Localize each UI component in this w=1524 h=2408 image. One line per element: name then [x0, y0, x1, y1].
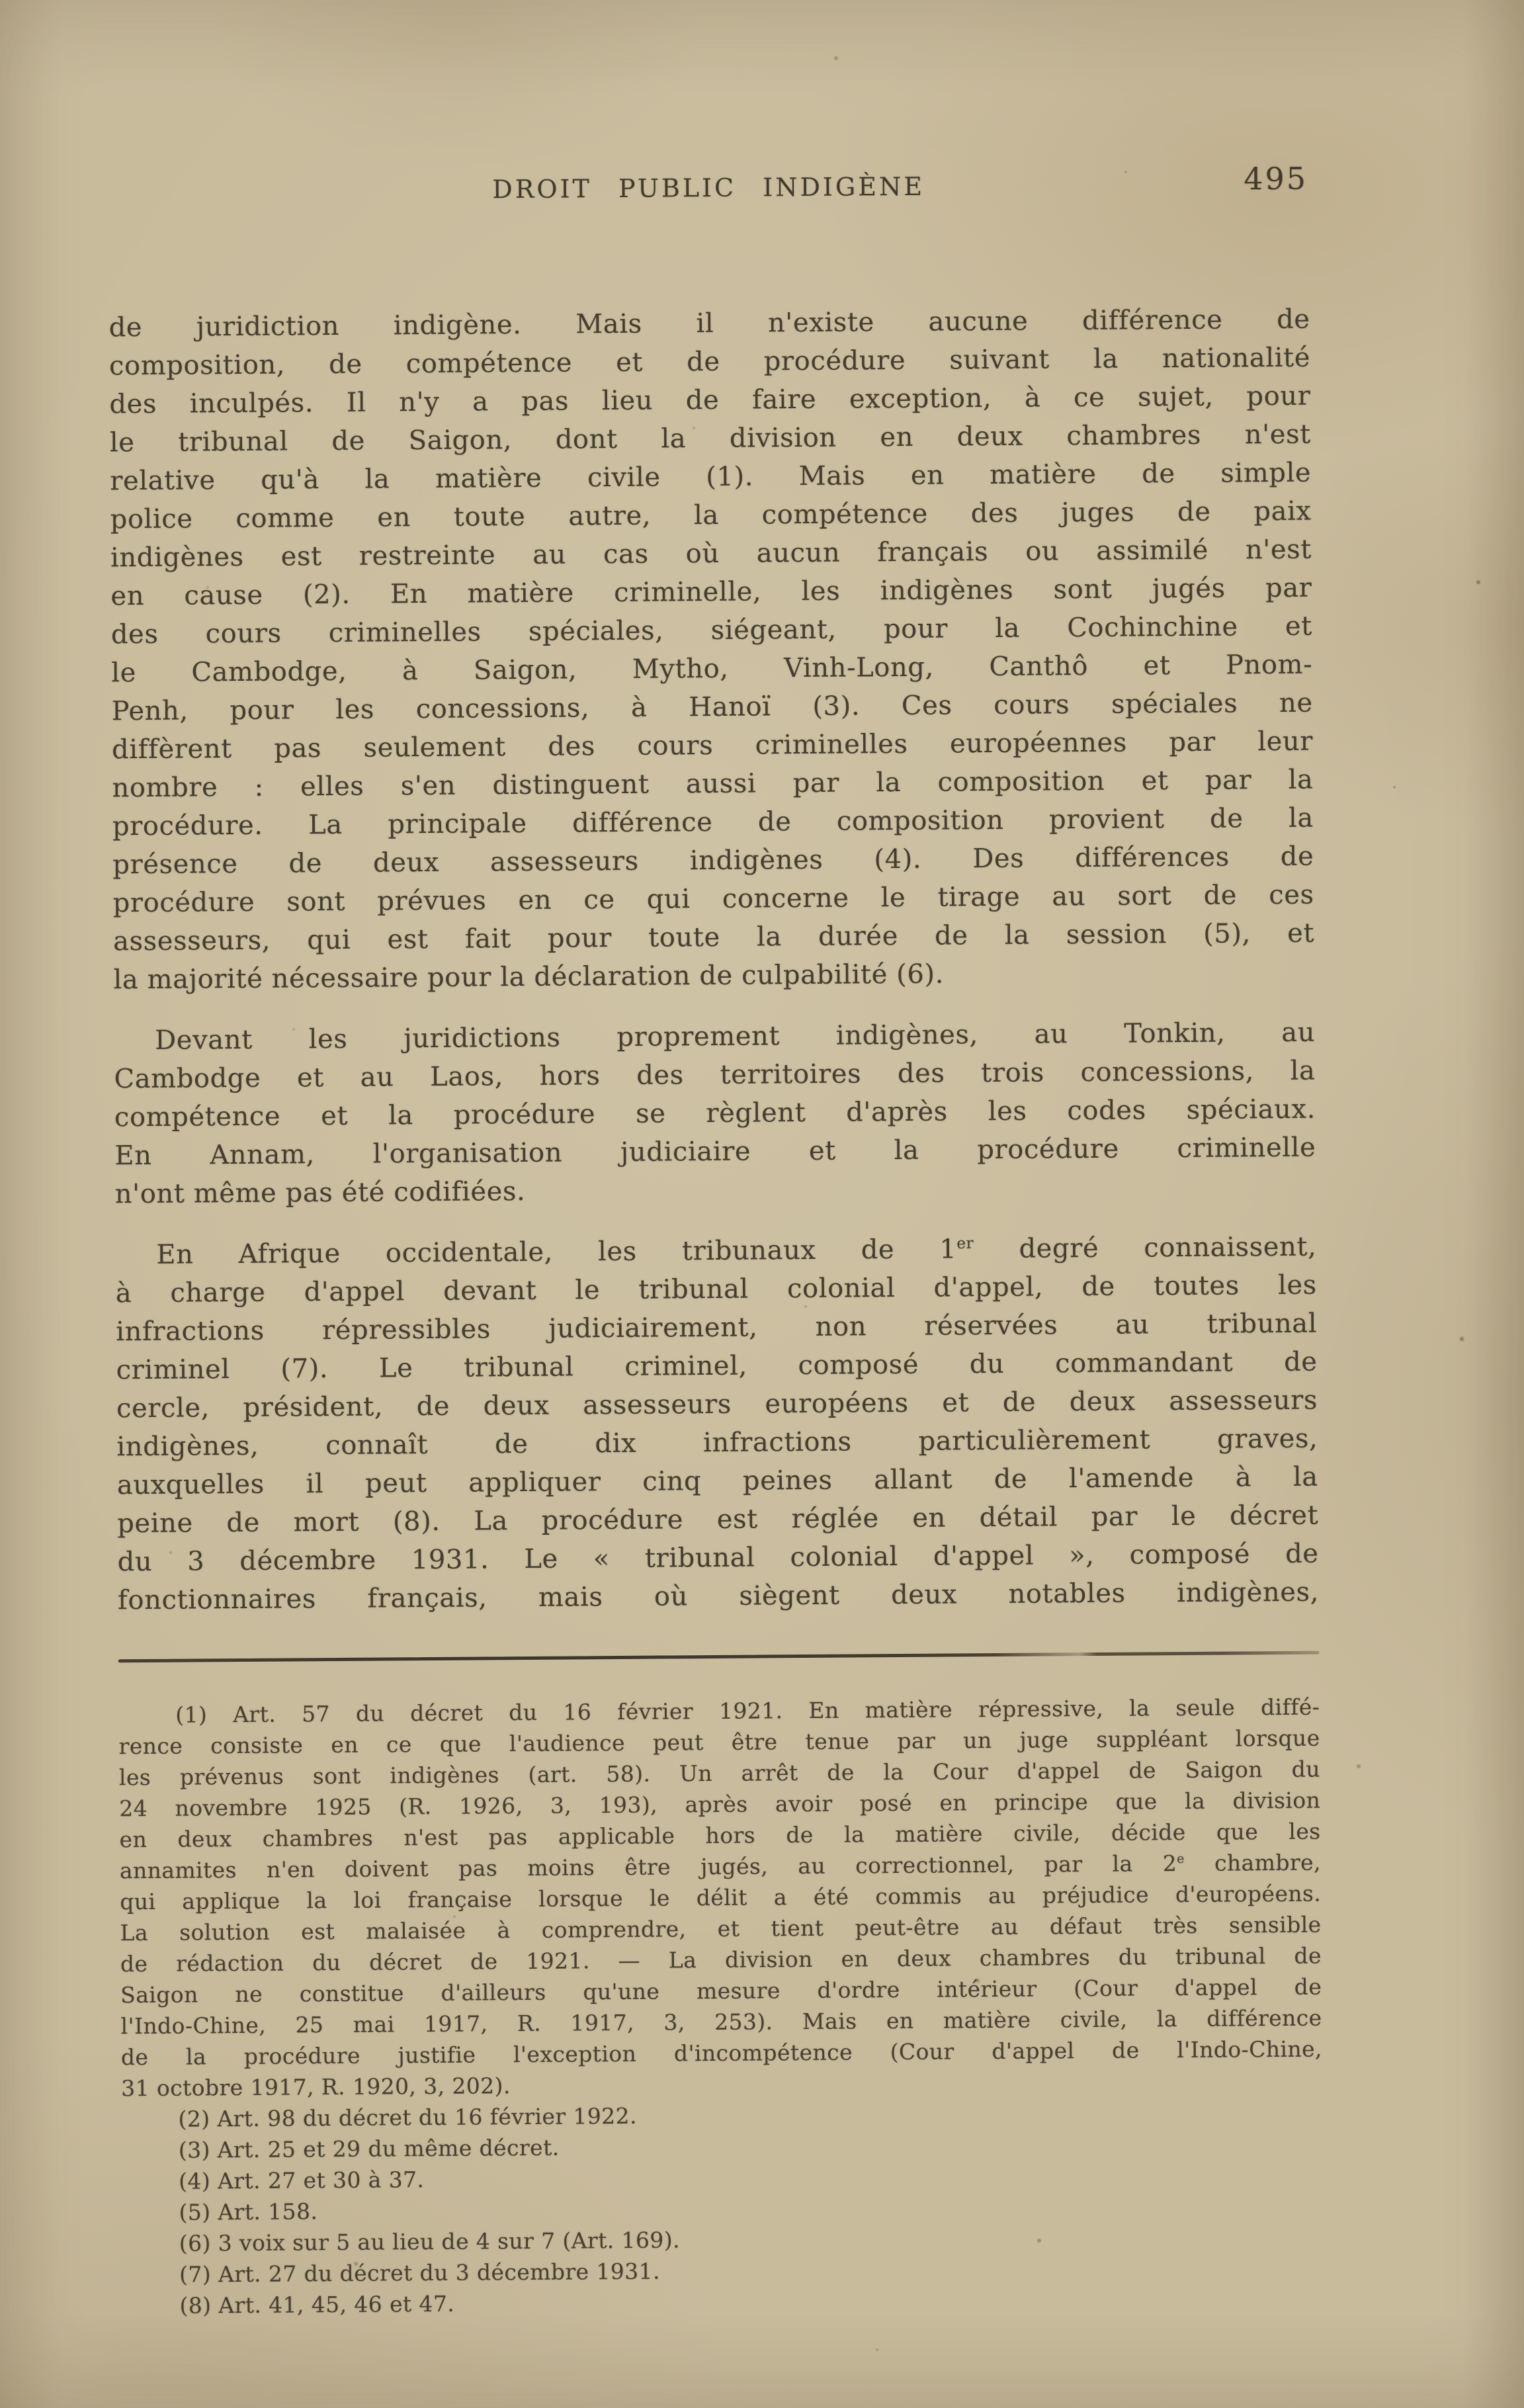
- text-line: la majorité nécessaire pour la déclaration de culpabilité (6).: [113, 959, 945, 996]
- text-line: des cours criminelles spéciales, siégeant, pour la Cochinchine et: [110, 611, 1312, 650]
- superscript: e: [1177, 1851, 1185, 1867]
- text-line: rence consiste en ce que l'audience peut être tenue par un juge suppléant lorsque: [118, 1725, 1320, 1760]
- text-line: infractions répressibles judiciairement, non réservées au tribunal: [116, 1308, 1318, 1348]
- text-line: relative qu'à la matière civile (1). Mais en matière de simple: [110, 457, 1312, 497]
- text-line: 24 novembre 1925 (R. 1926, 3, 193), après avoir posé en principe que la division: [119, 1787, 1321, 1822]
- text-line: annamites n'en doivent pas moins être jugés, au correctionnel, par la 2e chambre,: [119, 1849, 1322, 1884]
- text-line: de la procédure justifie l'exception d'incompétence (Cour d'appel de l'Indo-Chine,: [120, 2036, 1322, 2071]
- text-line: les prévenus sont indigènes (art. 58). Un arrêt de la Cour d'appel de Saigon du: [118, 1756, 1321, 1791]
- text-line: Penh, pour les concessions, à Hanoï (3). Ces cours spéciales ne: [111, 687, 1313, 727]
- text-line: indigènes, connaît de dix infractions particulièrement graves,: [116, 1423, 1318, 1463]
- running-header: [108, 160, 1309, 214]
- text-line: Cambodge et au Laos, hors des territoires des trois concessions, la: [114, 1055, 1316, 1095]
- text-line: présence de deux assesseurs indigènes (4). Des différences de: [112, 841, 1314, 881]
- text-line: des inculpés. Il n'y a pas lieu de faire exception, à ce sujet, pour: [109, 380, 1311, 420]
- text-line: peine de mort (8). La procédure est réglée en détail par le décret: [117, 1500, 1319, 1539]
- text-line: fonctionnaires français, mais où siègent deux notables indigènes,: [117, 1576, 1320, 1616]
- text-line: le tribunal de Saigon, dont la division en deux chambres n'est: [109, 419, 1311, 458]
- body-paragraph: [108, 300, 1314, 1000]
- text-line: le Cambodge, à Saigon, Mytho, Vinh-Long, Canthô et Pnom-: [111, 649, 1313, 689]
- text-line: Devant les juridictions proprement indigènes, au Tonkin, au: [154, 1017, 1316, 1056]
- text-line: (3) Art. 25 et 29 du même décret.: [178, 2134, 560, 2163]
- text-line: En Afrique occidentale, les tribunaux de 1er degré connaissent,: [156, 1231, 1317, 1270]
- superscript: er: [956, 1234, 974, 1253]
- text-line: (4) Art. 27 et 30 à 37.: [179, 2167, 425, 2194]
- text-line: n'ont même pas été codifiées.: [114, 1176, 526, 1210]
- text-line: procédure. La principale différence de composition provient de la: [112, 802, 1314, 842]
- text-line: procédure sont prévues en ce qui concerne le tirage au sort de ces: [112, 879, 1314, 919]
- text-line: en cause (2). En matière criminelle, les indigènes sont jugés par: [110, 572, 1312, 612]
- text-line: La solution est malaisée à comprendre, et tient peut-être au défaut très sensible: [120, 1911, 1322, 1946]
- text-line: (6) 3 voix sur 5 au lieu de 4 sur 7 (Art. 169).: [179, 2227, 681, 2257]
- text-line: (1) Art. 57 du décret du 16 février 1921. En matière répressive, la seule diffé-: [175, 1694, 1320, 1728]
- body-text: [108, 300, 1319, 1620]
- text-line: nombre : elles s'en distinguent aussi par la composition et par la: [112, 764, 1314, 804]
- text-line: (5) Art. 158.: [179, 2198, 318, 2225]
- text-line: de rédaction du décret de 1921. — La division en deux chambres du tribunal de: [120, 1942, 1322, 1977]
- running-header-title: DROIT PUBLIC INDIGÈNE: [492, 171, 925, 204]
- text-line: diffèrent pas seulement des cours criminelles européennes par leur: [111, 726, 1314, 765]
- paper-specks: [0, 0, 3, 3]
- text-line: Saigon ne constitue d'ailleurs qu'une mesure d'ordre intérieur (Cour d'appel de: [120, 1973, 1322, 2008]
- footnote-separator-rule: [118, 1651, 1320, 1663]
- footnotes-section: [118, 1692, 1324, 2322]
- text-line: auxquelles il peut appliquer cinq peines allant de l'amende à la: [116, 1461, 1318, 1501]
- text-line: à charge d'appel devant le tribunal colonial d'appel, de toutes les: [115, 1269, 1317, 1309]
- text-line: indigènes est restreinte au cas où aucun français ou assimilé n'est: [110, 534, 1312, 574]
- text-line: 31 octobre 1917, R. 1920, 3, 202).: [121, 2073, 511, 2102]
- text-line: (8) Art. 41, 45, 46 et 47.: [179, 2290, 455, 2319]
- text-line: police comme en toute autre, la compétence des juges de paix: [110, 495, 1312, 535]
- text-line: composition, de compétence et de procédure suivant la nationalité: [108, 342, 1311, 382]
- footnote: [118, 1692, 1322, 2104]
- text-line: En Annam, l'organisation judiciaire et la procédure criminelle: [114, 1132, 1316, 1172]
- text-line: en deux chambres n'est pas applicable hors de la matière civile, décide que les: [119, 1818, 1321, 1853]
- text-line: (2) Art. 98 du décret du 16 février 1922.: [178, 2102, 638, 2132]
- text-line: cercle, président, de deux assesseurs européens et de deux assesseurs: [116, 1385, 1318, 1424]
- body-paragraph: [114, 1013, 1316, 1214]
- text-line: qui applique la loi française lorsque le délit a été commis au préjudice d'européens.: [120, 1880, 1322, 1915]
- text-line: assesseurs, qui est fait pour toute la durée de la session (5), et: [112, 918, 1315, 957]
- page-number: 495: [1244, 160, 1308, 197]
- text-line: l'Indo-Chine, 25 mai 1917, R. 1917, 3, 253). Mais en matière civile, la différence: [120, 2004, 1322, 2040]
- page-content: [108, 160, 1324, 2322]
- text-line: (7) Art. 27 du décret du 3 décembre 1931.: [179, 2258, 661, 2288]
- text-line: criminel (7). Le tribunal criminel, composé du commandant de: [116, 1346, 1318, 1386]
- text-line: compétence et la procédure se règlent d'après les codes spéciaux.: [114, 1094, 1316, 1133]
- text-line: du 3 décembre 1931. Le « tribunal colonial d'appel », composé de: [117, 1538, 1319, 1578]
- body-paragraph: [115, 1228, 1319, 1620]
- text-line: de juridiction indigène. Mais il n'existe aucune différence de: [108, 304, 1310, 343]
